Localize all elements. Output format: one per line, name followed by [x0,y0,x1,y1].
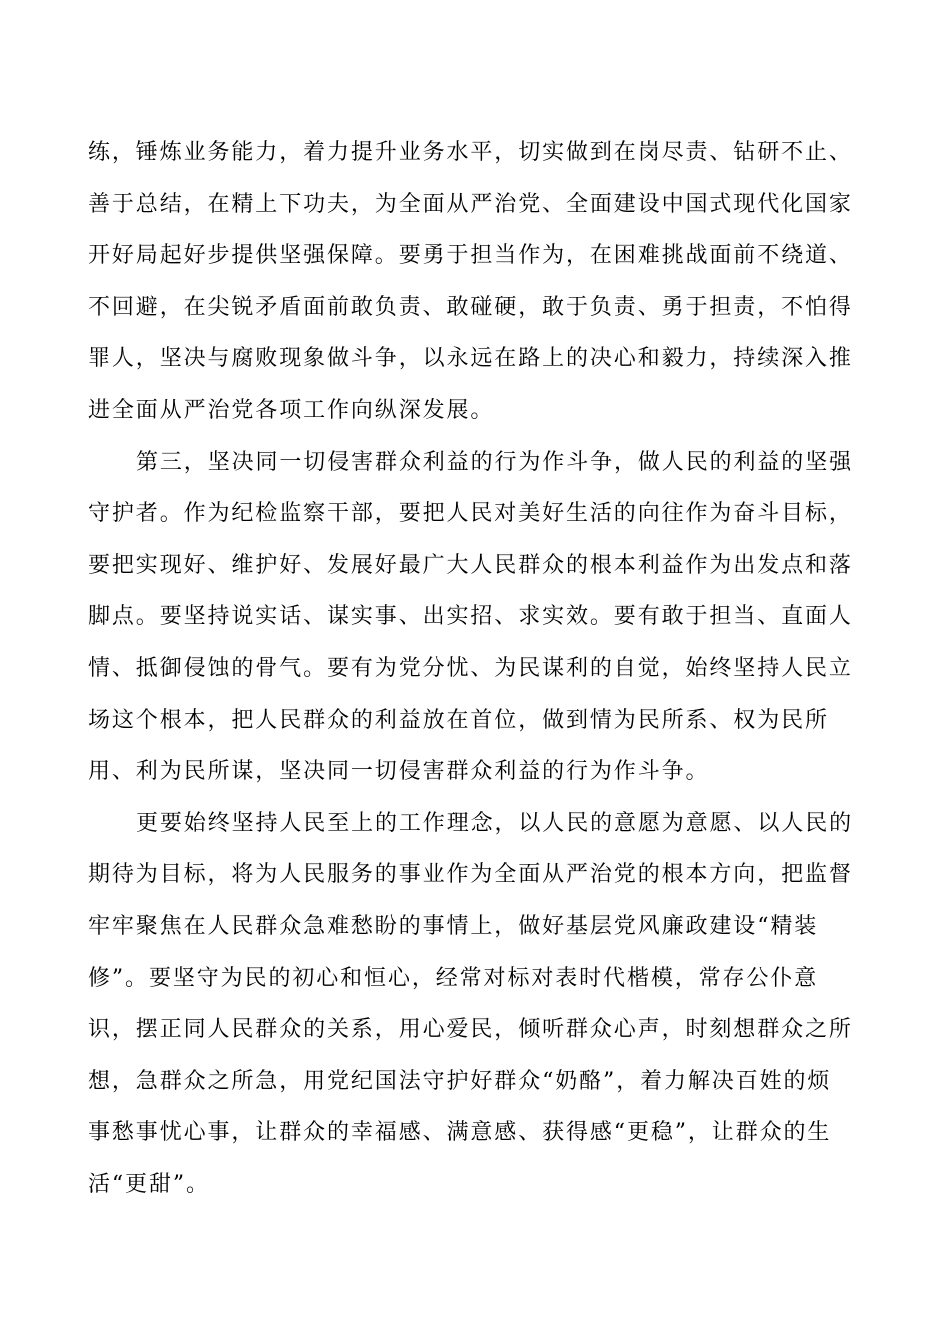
text-line: 活“更甜”。 [88,1171,210,1197]
text-line: 想，急群众之所急，用党纪国法守护好群众“奶酪”，着力解决百姓的烦 [88,1068,832,1094]
text-line: 期待为目标，将为人民服务的事业作为全面从严治党的根本方向，把监督 [88,862,853,888]
paragraph-3 [88,798,862,1211]
text-line: 善于总结，在精上下功夫，为全面从严治党、全面建设中国式现代化国家 [88,191,853,217]
text-line: 第三，坚决同一切侵害群众利益的行为作斗争，做人民的利益的坚强 [136,449,854,475]
text-line: 场这个根本，把人民群众的利益放在首位，做到情为民所系、权为民所 [88,707,829,733]
text-line: 牢牢聚焦在人民群众急难愁盼的事情上，做好基层党风廉政建设“精装 [88,913,819,939]
text-line: 守护者。作为纪检监察干部，要把人民对美好生活的向往作为奋斗目标， [88,501,853,527]
text-line: 用、利为民所谋，坚决同一切侵害群众利益的行为作斗争。 [88,759,710,785]
text-line: 进全面从严治党各项工作向纵深发展。 [88,397,495,423]
text-line: 更要始终坚持人民至上的工作理念，以人民的意愿为意愿、以人民的 [136,810,854,836]
text-line: 事愁事忧心事，让群众的幸福感、满意感、获得感“更稳”，让群众的生 [88,1120,832,1146]
text-line: 脚点。要坚持说实话、谋实事、出实招、求实效。要有敢于担当、直面人 [88,604,853,630]
text-line: 不回避，在尖锐矛盾面前敢负责、敢碰硬，敢于负责、勇于担责，不怕得 [88,294,853,320]
text-line: 识，摆正同人民群众的关系，用心爱民，倾听群众心声，时刻想群众之所 [88,1017,853,1043]
document-body [88,127,862,1210]
text-line: 情、抵御侵蚀的骨气。要有为党分忧、为民谋利的自觉，始终坚持人民立 [88,655,853,681]
text-line: 要把实现好、维护好、发展好最广大人民群众的根本利益作为出发点和落 [88,552,853,578]
text-line: 练，锤炼业务能力，着力提升业务水平，切实做到在岗尽责、钻研不止、 [88,140,853,165]
text-line: 开好局起好步提供坚强保障。要勇于担当作为，在困难挑战面前不绕道、 [88,243,853,269]
text-line: 罪人，坚决与腐败现象做斗争，以永远在路上的决心和毅力，持续深入推 [88,346,853,372]
text-line: 修”。要坚守为民的初心和恒心，经常对标对表时代楷模，常存公仆意 [88,965,819,991]
paragraph-2 [88,437,862,798]
paragraph-1 [88,127,862,437]
